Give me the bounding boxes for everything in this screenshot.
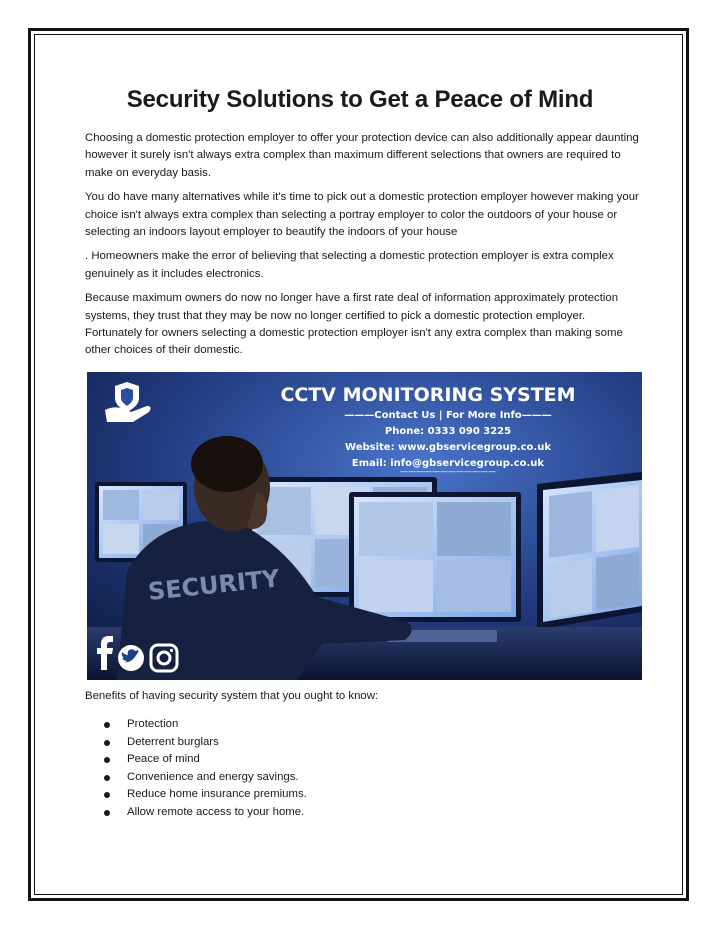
bullet-icon [104,792,110,798]
list-item [100,804,307,822]
list-item [100,786,307,804]
bullet-icon [104,757,110,763]
list-item-label: Deterrent burglars [127,735,219,748]
right-monitor [537,472,642,630]
list-item-label: Protection [127,718,179,730]
bullet-icon [104,775,110,781]
benefits-list [100,716,307,822]
list-item [100,734,307,752]
banner-contact-line: ———Contact Us | For More Info——— [344,410,552,421]
paragraph-2: You do have many alternatives while it's time to pick out a domestic protection employer however making your choice isn't always extra complex than selecting a portray employer to color the outdoors of your house or selecting an indoors layout employer to beautify the indoors of your house [85,191,639,239]
twitter-icon [118,645,144,671]
bullet-icon [104,740,110,746]
article-body [85,130,640,367]
banner-website: Website: www.gbservicegroup.co.uk [345,442,551,453]
right-center-monitor [349,492,521,622]
benefits-intro: Benefits of having security system that you ought to know: [85,690,379,702]
list-item [100,716,307,734]
cctv-banner-image [87,372,642,680]
list-item [100,751,307,769]
banner-phone: Phone: 0333 090 3225 [384,426,512,437]
banner-divider: ———————————— [400,467,496,476]
jacket-text: SECURITY [146,564,281,606]
paragraph-1: Choosing a domestic protection employer to offer your protection device can also additionally appear daunting however it surely isn't always extra complex than maximum different selections that owners are required to make on everyday basis. [85,132,639,179]
list-item-label: Peace of mind [127,753,200,766]
list-item-label: Convenience and energy savings. [127,770,299,783]
banner-heading: CCTV MONITORING SYSTEM [280,384,576,406]
list-item-label: Allow remote access to your home. [127,805,305,818]
banner-email: Email: info@gbservicegroup.co.uk [351,458,545,469]
bullet-icon [104,722,110,728]
paragraph-3: . Homeowners make the error of believing that selecting a domestic protection employer is extra complex genuinely as it includes electronics. [85,250,614,280]
page-title: Security Solutions to Get a Peace of Mind [126,86,594,113]
list-item [100,769,307,787]
paragraph-4: Because maximum owners do now no longer have a first rate deal of information approximately protection systems, they trust that they may be now no longer certified to pick a domestic protection employer. Fortunately for owners selecting a domestic protection employer isn't any extra complex than making some other choices of their domestic. [85,292,623,357]
list-item-label: Reduce home insurance premiums. [127,788,307,801]
bullet-icon [104,810,110,816]
